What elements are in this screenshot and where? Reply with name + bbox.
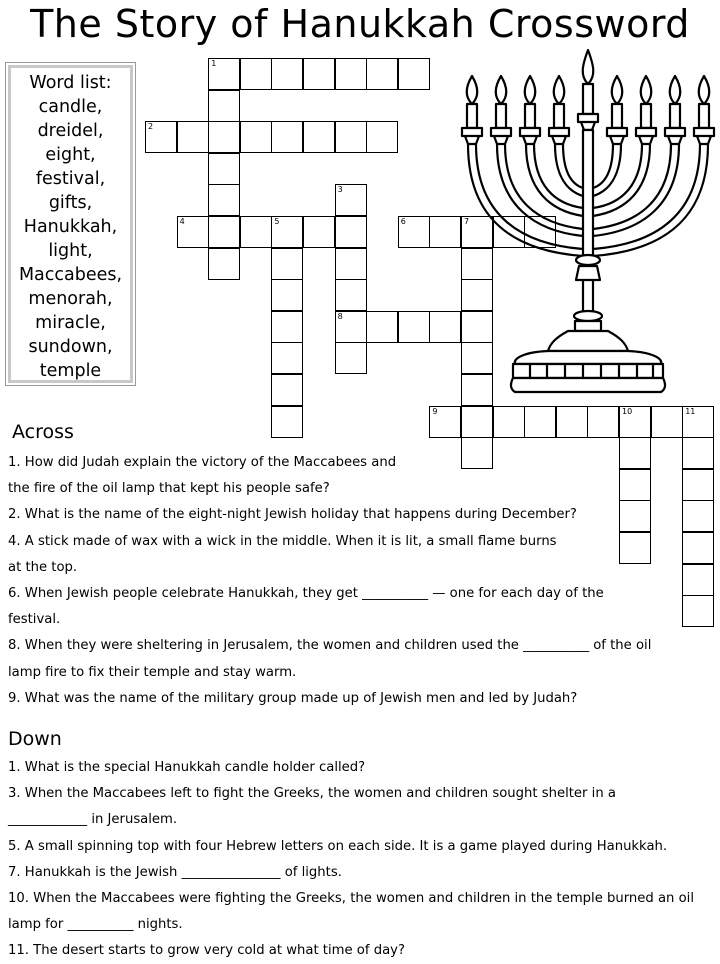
clue-number: 9 bbox=[432, 406, 438, 416]
crossword-cell[interactable] bbox=[271, 279, 303, 311]
word-list-box bbox=[5, 62, 136, 386]
crossword-cell[interactable] bbox=[682, 500, 714, 532]
crossword-cell[interactable] bbox=[587, 406, 619, 438]
crossword-cell[interactable] bbox=[619, 500, 651, 532]
crossword-cell[interactable] bbox=[208, 121, 240, 153]
crossword-cell[interactable] bbox=[240, 58, 272, 90]
across-clue-line: 9. What was the name of the military group made up of Jewish men and led by Judah? bbox=[8, 690, 578, 706]
down-clue-line: 10. When the Maccabees were fighting the Greeks, the women and children in the temple burned an oil bbox=[8, 891, 694, 906]
crossword-cell[interactable] bbox=[651, 406, 683, 438]
crossword-cell[interactable] bbox=[366, 58, 398, 90]
crossword-cell[interactable] bbox=[271, 58, 303, 90]
crossword-cell[interactable] bbox=[240, 216, 272, 248]
crossword-cell[interactable] bbox=[682, 595, 714, 627]
crossword-cell[interactable] bbox=[335, 279, 367, 311]
crossword-cell[interactable] bbox=[303, 216, 335, 248]
menorah-illustration bbox=[455, 46, 720, 401]
word-list-item: candle, bbox=[38, 97, 103, 117]
crossword-cell[interactable] bbox=[461, 437, 493, 469]
crossword-cell[interactable] bbox=[208, 58, 240, 90]
clue-number: 6 bbox=[400, 217, 406, 226]
menorah-stem bbox=[574, 130, 602, 331]
crossword-cell[interactable] bbox=[493, 406, 525, 438]
clue-number: 5 bbox=[274, 217, 280, 226]
crossword-cell[interactable] bbox=[303, 58, 335, 90]
crossword-cell[interactable] bbox=[208, 248, 240, 280]
crossword-cell[interactable] bbox=[366, 121, 398, 153]
down-clue-line: 3. When the Maccabees left to fight the Greeks, the women and children sought shelter in a bbox=[8, 786, 616, 802]
menorah-base bbox=[511, 331, 665, 392]
down-clue-line: 11. The desert starts to grow very cold at what time of day? bbox=[8, 943, 405, 959]
crossword-cell[interactable] bbox=[556, 406, 588, 438]
down-clue-line: 1. What is the special Hanukkah candle holder called? bbox=[8, 760, 366, 775]
word-list-item: Maccabees, bbox=[18, 265, 123, 285]
crossword-cell[interactable] bbox=[398, 58, 430, 90]
across-clue-line: at the top. bbox=[8, 559, 78, 575]
crossword-cell[interactable] bbox=[335, 184, 367, 216]
crossword-cell[interactable] bbox=[335, 121, 367, 153]
crossword-cell[interactable] bbox=[271, 311, 303, 343]
crossword-cell[interactable] bbox=[461, 406, 493, 438]
crossword-cell[interactable] bbox=[271, 406, 303, 438]
across-clue-line: the fire of the oil lamp that kept his people safe? bbox=[8, 481, 330, 497]
down-heading: Down bbox=[8, 728, 62, 750]
crossword-cell[interactable] bbox=[271, 216, 303, 248]
crossword-cell[interactable] bbox=[619, 469, 651, 501]
crossword-cell[interactable] bbox=[335, 311, 367, 343]
down-clue-line: lamp for __________ nights. bbox=[8, 917, 183, 933]
crossword-cell[interactable] bbox=[208, 90, 240, 122]
word-list-item: eight, bbox=[45, 145, 96, 165]
clue-number: 10 bbox=[622, 406, 633, 416]
crossword-cell[interactable] bbox=[335, 216, 367, 248]
crossword-cell[interactable] bbox=[398, 311, 430, 343]
crossword-cell[interactable] bbox=[524, 406, 556, 438]
crossword-cell[interactable] bbox=[271, 342, 303, 374]
word-list-item: temple bbox=[39, 361, 102, 381]
clue-number: 2 bbox=[148, 122, 154, 132]
crossword-cell[interactable] bbox=[303, 121, 335, 153]
word-list-item: Hanukkah, bbox=[23, 217, 118, 237]
across-clue-line: 6. When Jewish people celebrate Hanukkah, they get __________ — one for each day of the bbox=[8, 586, 604, 601]
clue-number: 11 bbox=[685, 406, 696, 416]
across-clue-line: 1. How did Judah explain the victory of the Maccabees and bbox=[8, 455, 397, 470]
word-list-item: festival, bbox=[35, 169, 106, 189]
crossword-cell[interactable] bbox=[271, 121, 303, 153]
crossword-cell[interactable] bbox=[240, 121, 272, 153]
across-clue-line: lamp fire to fix their temple and stay warm. bbox=[8, 664, 297, 680]
crossword-cell[interactable] bbox=[619, 437, 651, 469]
word-list-item: sundown, bbox=[28, 337, 113, 357]
word-list-item: light, bbox=[48, 241, 93, 261]
crossword-cell[interactable] bbox=[682, 564, 714, 596]
crossword-cell[interactable] bbox=[145, 121, 177, 153]
down-clue-line: 7. Hanukkah is the Jewish _______________ of lights. bbox=[8, 864, 342, 880]
crossword-cell[interactable] bbox=[398, 216, 430, 248]
crossword-cell[interactable] bbox=[619, 532, 651, 564]
word-list-item: gifts, bbox=[48, 193, 93, 213]
crossword-cell[interactable] bbox=[335, 58, 367, 90]
crossword-cell[interactable] bbox=[682, 437, 714, 469]
clue-number: 4 bbox=[179, 217, 185, 226]
crossword-cell[interactable] bbox=[682, 406, 714, 438]
down-clue-line: 5. A small spinning top with four Hebrew letters on each side. It is a game played during Hanukkah. bbox=[8, 838, 668, 854]
crossword-cell[interactable] bbox=[271, 374, 303, 406]
crossword-cell[interactable] bbox=[335, 342, 367, 374]
word-list-item: miracle, bbox=[35, 313, 106, 333]
across-clue-line: 8. When they were sheltering in Jerusalem, the women and children used the __________ of the oil bbox=[8, 638, 652, 654]
across-clue-line: 2. What is the name of the eight-night Jewish holiday that happens during December? bbox=[8, 507, 577, 523]
crossword-cell[interactable] bbox=[177, 121, 209, 153]
clue-number: 3 bbox=[337, 185, 343, 195]
word-list bbox=[8, 65, 133, 383]
across-clue-line: 4. A stick made of wax with a wick in the middle. When it is lit, a small flame burns bbox=[8, 533, 557, 549]
crossword-cell[interactable] bbox=[335, 248, 367, 280]
crossword-cell[interactable] bbox=[619, 406, 651, 438]
crossword-cell[interactable] bbox=[208, 153, 240, 185]
word-list-item: dreidel, bbox=[37, 121, 104, 141]
crossword-cell[interactable] bbox=[429, 406, 461, 438]
across-heading: Across bbox=[12, 421, 74, 443]
crossword-cell[interactable] bbox=[682, 469, 714, 501]
word-list-label: Word list: bbox=[29, 73, 112, 93]
down-clue-line: ____________ in Jerusalem. bbox=[8, 812, 178, 828]
clue-number: 1 bbox=[211, 59, 217, 68]
crossword-cell[interactable] bbox=[177, 216, 209, 248]
word-list-item: menorah, bbox=[28, 289, 113, 309]
across-clue-line: festival. bbox=[8, 612, 61, 628]
clue-number: 7 bbox=[464, 217, 470, 226]
clue-number: 8 bbox=[337, 311, 343, 321]
crossword-cell[interactable] bbox=[366, 311, 398, 343]
crossword-cell[interactable] bbox=[208, 216, 240, 248]
crossword-cell[interactable] bbox=[682, 532, 714, 564]
crossword-cell[interactable] bbox=[208, 184, 240, 216]
page-title: The Story of Hanukkah Crossword bbox=[30, 2, 690, 46]
crossword-cell[interactable] bbox=[271, 248, 303, 280]
